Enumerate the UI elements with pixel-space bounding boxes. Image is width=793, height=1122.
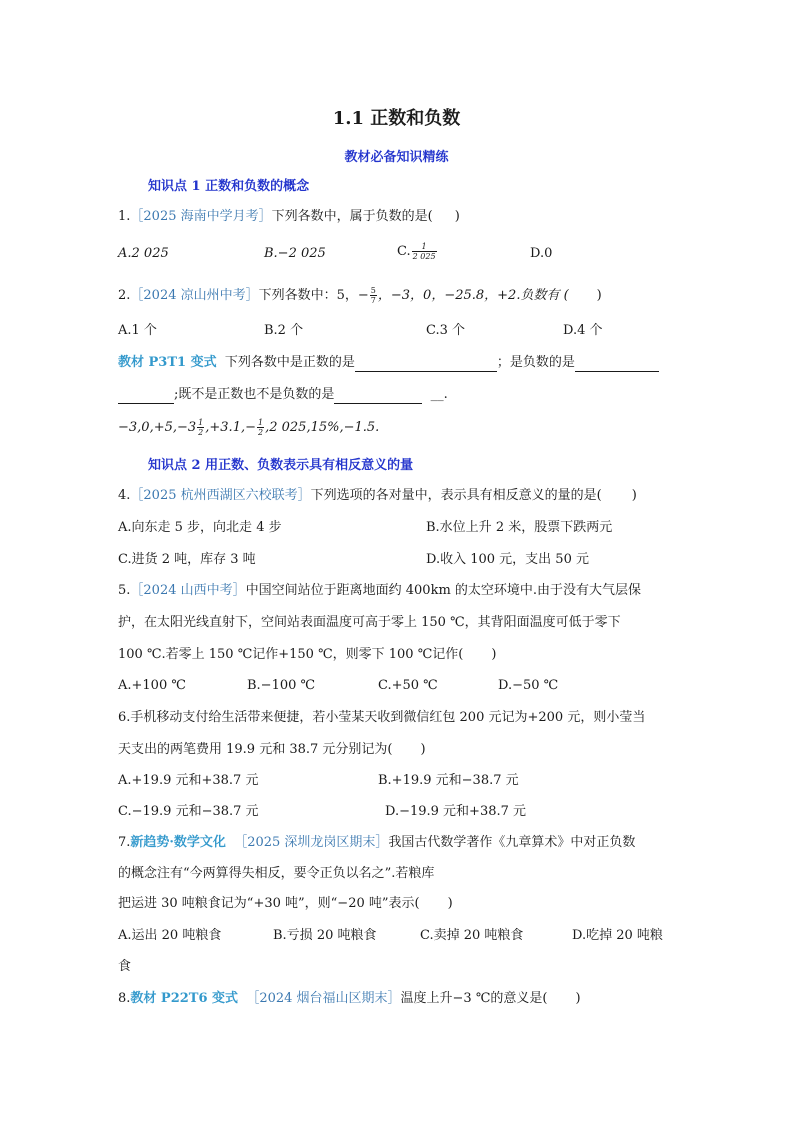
question-5-stem [118, 582, 641, 600]
fraction-denominator: 7 [370, 296, 376, 305]
question-text: 中国空间站位于距离地面约 400km 的太空环境中.由于没有大气层保 [245, 583, 642, 598]
q6-option-a: A.+19.9 元和+38.7 元 [118, 773, 259, 788]
question-number: 7. [118, 835, 131, 850]
q5-option-b: B.−100 ℃ [247, 678, 316, 693]
section-subtitle: 教材必备知识精练 [344, 150, 449, 165]
question-3-stem [118, 354, 659, 372]
q6-option-d: D.−19.9 元和+38.7 元 [385, 804, 527, 819]
question-text: 下列选项的各对量中，表示具有相反意义的量的是( [310, 488, 602, 503]
question-text-3: ;既不是正数也不是负数的是 [174, 387, 335, 402]
q4-option-b: B.水位上升 2 米，股票下跌两元 [426, 520, 613, 535]
paren-close: ) [575, 991, 581, 1006]
question-source: ［2024 凉山州中考］ [130, 288, 259, 303]
number-list-part: ,2 025,15%,−1.5. [265, 420, 380, 435]
question-4-stem [118, 487, 637, 505]
question-6-line-2 [118, 741, 426, 759]
question-7-stem [118, 834, 635, 852]
q5-option-d: D.−50 ℃ [498, 678, 559, 693]
question-7-line-2: 的概念注有“今两算得失相反，要令正负以名之”.若粮库 [118, 866, 435, 881]
fraction-numerator: 1 [412, 242, 437, 252]
question-source: ［2025 杭州西湖区六校联考］ [130, 488, 311, 503]
question-8-stem [118, 990, 581, 1008]
question-text: 温度上升−3 ℃的意义是( [400, 991, 548, 1006]
paren-close: ) [491, 647, 497, 662]
question-number: 5. [118, 583, 131, 598]
question-5-line-3 [118, 646, 496, 664]
question-source: ［2024 山西中考］ [130, 583, 246, 598]
q2-option-d: D.4 个 [563, 323, 603, 338]
question-text: 下列各数中，属于负数的是( [271, 209, 433, 224]
question-number: 8. [118, 991, 131, 1006]
q6-option-c: C.−19.9 元和−38.7 元 [118, 804, 259, 819]
question-source: ［2025 深圳龙岗区期末］ [234, 835, 389, 850]
answer-blank-neither[interactable] [334, 390, 422, 404]
q7-option-d: D.吃掉 20 吨粮 [572, 928, 663, 943]
paren-close: ) [454, 209, 460, 224]
fraction-denominator: 2 [198, 428, 204, 437]
question-text-rest: ，−3，0，−25.8，+2.负数有 ( [377, 288, 569, 303]
question-text-2: ；是负数的是 [496, 355, 575, 370]
q7-option-c: C.卖掉 20 吨粮食 [420, 928, 524, 943]
fraction-numerator: 1 [198, 418, 204, 427]
question-3-line-2 [118, 386, 448, 404]
paren-close: ) [447, 896, 453, 911]
q4-option-c: C.进货 2 吨，库存 3 吨 [118, 552, 256, 567]
answer-blank-positive[interactable] [355, 358, 497, 372]
question-source: 教材 P3T1 变式 [118, 355, 217, 370]
page-title: 1.1 正数和负数 [332, 108, 461, 129]
q7-option-d-continued: 食 [118, 959, 132, 974]
fraction-denominator: 2 [258, 428, 264, 437]
paren-close: ) [420, 742, 426, 757]
q2-option-b: B.2 个 [264, 323, 304, 338]
question-source: ［2024 烟台福山区期末］ [246, 991, 401, 1006]
paren-close: ) [596, 288, 602, 303]
fraction [370, 286, 377, 305]
q1-option-b: B.−2 025 [264, 246, 326, 261]
question-2-stem [118, 286, 602, 305]
q2-option-a: A.1 个 [118, 323, 157, 338]
fraction [412, 242, 437, 261]
question-number: 1. [118, 209, 131, 224]
fraction-denominator: 2 025 [412, 252, 436, 261]
knowledge-point-2-heading: 知识点 2 用正数、负数表示具有相反意义的量 [148, 458, 414, 473]
fraction-numerator: 5 [370, 286, 376, 295]
q4-option-d: D.收入 100 元，支出 50 元 [426, 552, 589, 567]
question-tag: 教材 P22T6 变式 [130, 991, 239, 1006]
question-1-stem [118, 208, 460, 226]
question-3-numbers [118, 418, 379, 437]
question-tag: 新趋势·数学文化 [130, 835, 226, 850]
q4-option-a: A.向东走 5 步，向北走 4 步 [118, 520, 282, 535]
question-text-3: 把运进 30 吨粮食记为“+30 吨”，则“−20 吨”表示( [118, 896, 420, 911]
q2-option-c: C.3 个 [426, 323, 466, 338]
q6-option-b: B.+19.9 元和−38.7 元 [378, 773, 519, 788]
question-text-4: __. [430, 387, 448, 402]
q1-option-a: A.2 025 [118, 246, 169, 261]
q1-option-c [397, 242, 438, 261]
number-list-part: −3,0,+5,−3 [118, 420, 197, 435]
question-text-2: 天支出的两笔费用 19.9 元和 38.7 元分别记为( [118, 742, 393, 757]
question-text: 我国古代数学著作《九章算术》中对正负数 [388, 835, 636, 850]
question-text: 下列各数中是正数的是 [224, 355, 355, 370]
question-7-line-3 [118, 895, 453, 913]
question-5-line-2: 护，在太阳光线直射下，空间站表面温度可高于零上 150 ℃，其背阳面温度可低于零下 [118, 615, 621, 630]
q5-option-a: A.+100 ℃ [118, 678, 186, 693]
q5-option-c: C.+50 ℃ [378, 678, 438, 693]
question-text: 下列各数中：5，− [258, 288, 369, 303]
q7-option-a: A.运出 20 吨粮食 [118, 928, 222, 943]
q1-option-d: D.0 [530, 246, 553, 261]
question-number: 2. [118, 288, 131, 303]
answer-blank-negative-cont[interactable] [118, 390, 174, 404]
q7-option-b: B.亏损 20 吨粮食 [273, 928, 377, 943]
question-number: 4. [118, 488, 131, 503]
fraction [257, 418, 264, 437]
option-label: C. [397, 244, 411, 259]
number-list-part: ,+3.1,− [205, 420, 256, 435]
fraction [197, 418, 204, 437]
question-6-stem: 6.手机移动支付给生活带来便捷，若小莹某天收到微信红包 200 元记为+200 元，则小莹当 [118, 710, 646, 725]
answer-blank-negative[interactable] [575, 358, 659, 372]
question-text-3: 100 ℃.若零上 150 ℃记作+150 ℃，则零下 100 ℃记作( [118, 647, 464, 662]
knowledge-point-1-heading: 知识点 1 正数和负数的概念 [148, 179, 310, 194]
question-source: ［2025 海南中学月考］ [130, 209, 272, 224]
fraction-numerator: 1 [258, 418, 264, 427]
paren-close: ) [631, 488, 637, 503]
